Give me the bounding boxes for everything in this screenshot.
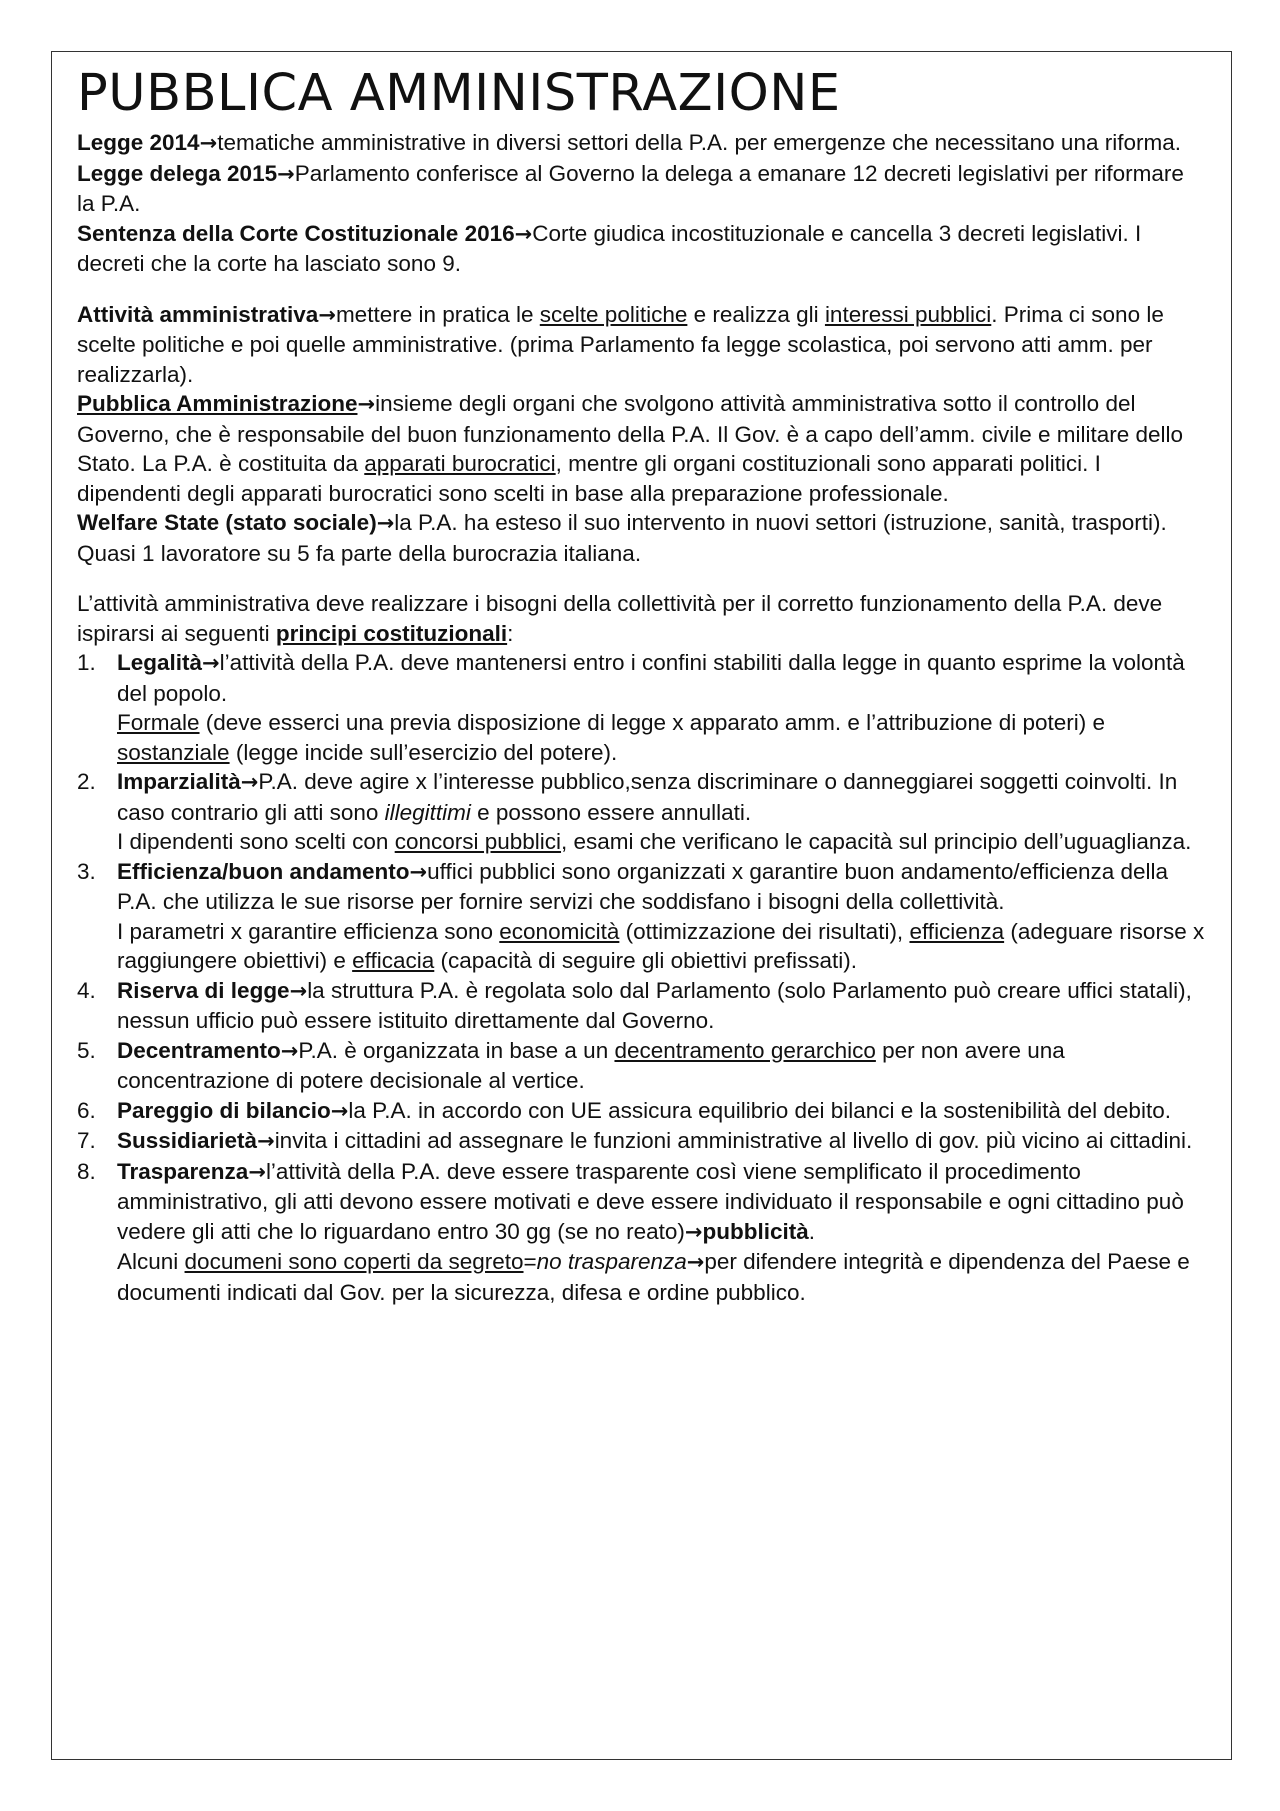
intro-sentenza: Sentenza della Corte Costituzionale 2016→Corte giudica incostituzionale e cancella 3 decreti legislativi. I decreti che la corte ha lasciato sono 9. [77, 220, 1142, 276]
page-title: PUBBLICA AMMINISTRAZIONE [77, 64, 841, 123]
arrow-icon: → [280, 1038, 299, 1063]
list-item-sussidiarieta: 7. Sussidiarietà→invita i cittadini ad assegnare le funzioni amministrative al livello di gov. più vicino ai cittadini. [77, 1128, 1193, 1153]
arrow-icon: → [318, 302, 336, 327]
arrow-icon: → [277, 161, 295, 186]
list-item-decentramento: 5. Decentramento→P.A. è organizzata in base a un decentramento gerarchico per non avere una concentrazione di potere decisionale al vertice. [77, 1037, 1065, 1093]
list-item-pareggio-di-bilancio: 6. Pareggio di bilancio→la P.A. in accordo con UE assicura equilibrio dei bilanci e la sostenibilità del debito. [77, 1097, 1171, 1123]
arrow-icon: → [686, 1250, 705, 1274]
arrow-icon: → [357, 392, 376, 416]
arrow-icon: → [240, 770, 259, 794]
arrow-icon: → [289, 978, 308, 1003]
document-body [77, 60, 1207, 1307]
principi-intro: L’attività amministrativa deve realizzare i bisogni della collettività per il corretto funzionamento della P.A. deve ispirarsi ai seguenti principi costituzionali: [77, 591, 1163, 646]
arrow-icon: → [202, 651, 220, 675]
list-item-imparzialita: 2. Imparzialità→P.A. deve agire x l’interesse pubblico,senza discriminare o danneggiarei soggetti coinvolti. In caso contrario gli atti sono illegittimi e possono essere annullati. I dipendenti sono scelti con concorsi pubblici, esami che verificano le capacità sul principio dell’uguaglianza. [77, 769, 1192, 854]
arrow-icon: → [684, 1219, 703, 1244]
attivita-amministrativa: Attività amministrativa→mettere in pratica le scelte politiche e realizza gli interessi pubblici. Prima ci sono le scelte politiche e poi quelle amministrative. (prima Parlamento fa legge scolastica, poi servono atti amm. per realizzarla). [77, 301, 1164, 387]
arrow-icon: → [257, 1129, 275, 1153]
intro-legge-delega: Legge delega 2015→Parlamento conferisce al Governo la delega a emanare 12 decreti legislativi per riformare la P.A. [77, 160, 1184, 216]
intro-legge-2014: Legge 2014→tematiche amministrative in diversi settori della P.A. per emergenze che necessitano una riforma. [77, 130, 1181, 155]
arrow-icon: → [248, 1159, 266, 1184]
arrow-icon: → [409, 859, 428, 884]
welfare-state: Welfare State (stato sociale)→la P.A. ha esteso il suo intervento in nuovi settori (istruzione, sanità, trasporti). Quasi 1 lavoratore su 5 fa parte della burocrazia italiana. [77, 510, 1167, 566]
arrow-icon: → [199, 131, 218, 155]
list-item-riserva-di-legge: 4. Riserva di legge→la struttura P.A. è regolata solo dal Parlamento (solo Parlamento può creare uffici statali), nessun ufficio può essere istituito direttamente dal Governo. [77, 977, 1192, 1033]
list-item-legalita: 1. Legalità→l’attività della P.A. deve mantenersi entro i confini stabiliti dalla legge in quanto esprime la volontà del popolo. Formale (deve esserci una previa disposizione di legge x apparato amm. e l’attribuzione di poteri) e sostanziale (legge incide sull’esercizio del potere). [77, 650, 1185, 765]
arrow-icon: → [330, 1098, 349, 1123]
list-item-trasparenza: 8. Trasparenza→l’attività della P.A. deve essere trasparente così viene semplificato il procedimento amministrativo, gli atti devono essere motivati e deve essere individuato il responsabile e ogni cittadino può vedere gli atti che lo riguardano entro 30 gg (se no reato)→pubblicità. Alcuni documeni sono coperti da segreto=no trasparenza→per difendere integrità e dipendenza del Paese e documenti indicati dal Gov. per la sicurezza, difesa e ordine pubblico. [77, 1158, 1190, 1305]
pubblica-amministrazione-def: Pubblica Amministrazione→insieme degli organi che svolgono attività amministrativa sotto il controllo del Governo, che è responsabile del buon funzionamento della P.A. Il Gov. è a capo dell’amm. civile e militare dello Stato. La P.A. è costituita da apparati burocratici, mentre gli organi costituzionali sono apparati politici. I dipendenti degli apparati burocratici sono scelti in base alla preparazione professionale. [77, 391, 1184, 506]
arrow-icon: → [376, 511, 395, 535]
principi-list [77, 648, 1207, 1307]
list-item-efficienza: 3. Efficienza/buon andamento→uffici pubblici sono organizzati x garantire buon andamento/efficienza della P.A. che utilizza le sue risorse per fornire servizi che soddisfano i bisogni della collettività. I parametri x garantire efficienza sono economicità (ottimizzazione dei risultati), efficienza (adeguare risorse x raggiungere obiettivi) e efficacia (capacità di seguire gli obiettivi prefissati). [77, 858, 1205, 973]
arrow-icon: → [514, 221, 533, 246]
